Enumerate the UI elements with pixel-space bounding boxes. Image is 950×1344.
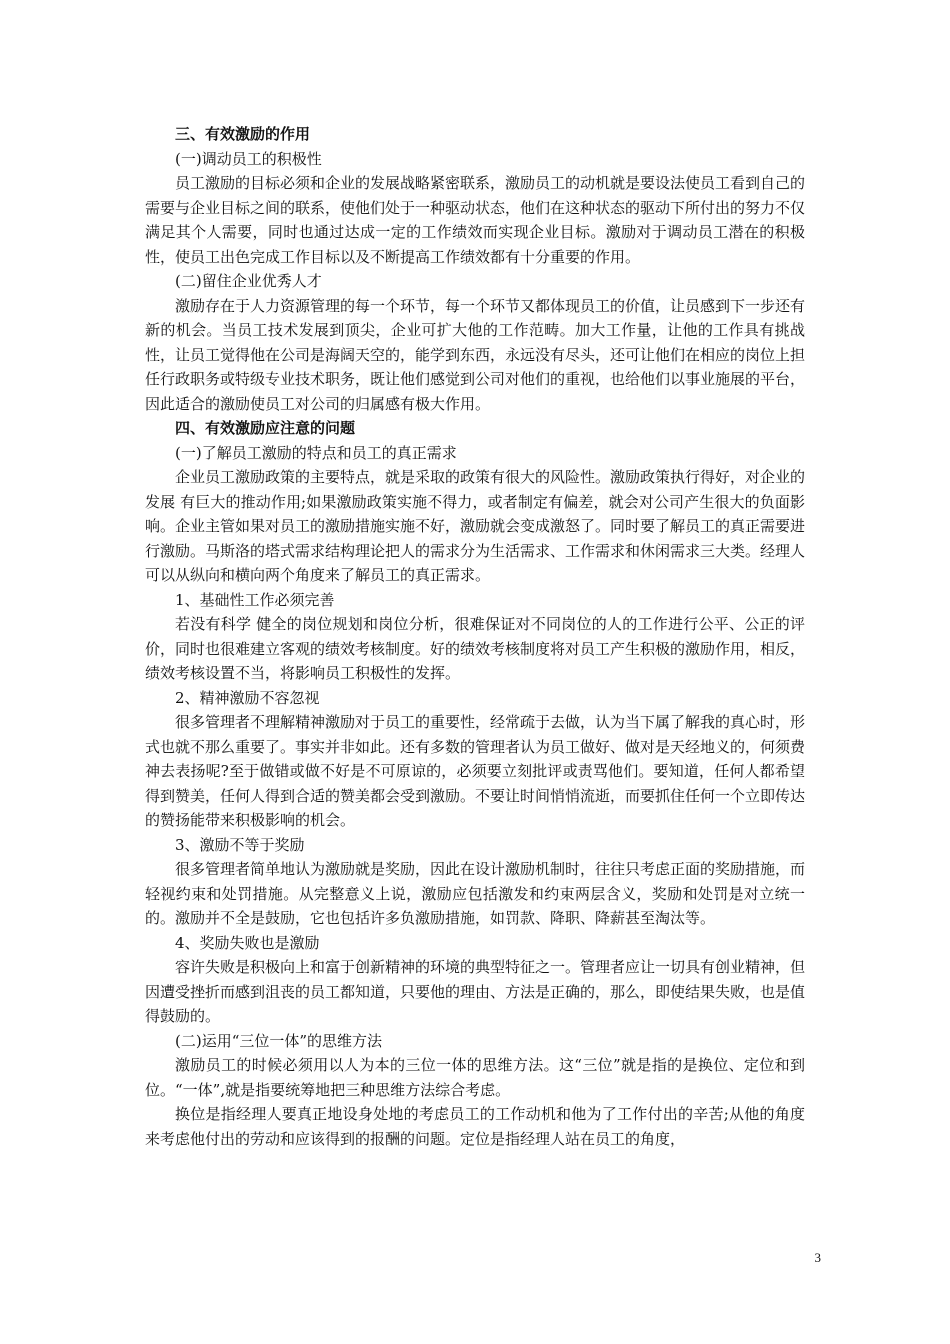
subsection-heading: (一)了解员工激励的特点和员工的真正需求 <box>175 443 457 462</box>
body-paragraph: 激励员工的时候必须用以人为本的三位一体的思维方法。这“三位”就是指的是换位、定位和到位。“一体”,就是指要统筹地把三种思维方法综合考虑。 <box>145 1056 805 1099</box>
body-paragraph: 换位是指经理人要真正地设身处地的考虑员工的工作动机和他为了工作付出的辛苦;从他的角度来考虑他付出的劳动和应该得到的报酬的问题。定位是指经理人站在员工的角度， <box>145 1105 805 1148</box>
body-paragraph: 很多管理者不理解精神激励对于员工的重要性，经常疏于去做，认为当下属了解我的真心时，形式也就不那么重要了。事实并非如此。还有多数的管理者认为员工做好、做对是天经地义的，何须费神去表扬呢?至于做错或做不好是不可原谅的，必须要立刻批评或责骂他们。要知道，任何人都希望得到赞美，任何人得到合适的赞美都会受到激励。不要让时间悄悄流逝，而要抓住任何一个立即传达的赞扬能带来积极影响的机会。 <box>145 713 806 829</box>
page-number: 3 <box>814 1250 821 1265</box>
subsection-heading: 3、激励不等于奖励 <box>175 835 305 854</box>
body-paragraph: 若没有科学 健全的岗位规划和岗位分析，很难保证对不同岗位的人的工作进行公平、公正的评价，同时也很难建立客观的绩效考核制度。好的绩效考核制度将对员工产生积极的激励作用，相反，绩效考核设置不当，将影响员工积极性的发挥。 <box>145 615 806 682</box>
body-paragraph: 企业员工激励政策的主要特点，就是采取的政策有很大的风险性。激励政策执行得好，对企业的发展 有巨大的推动作用;如果激励政策实施不得力，或者制定有偏差，就会对公司产生很大的负面影响。企业主管如果对员工的激励措施实施不好，激励就会变成激怒了。同时要了解员工的真正需要进行激励。马斯洛的塔式需求结构理论把人的需求分为生活需求、工作需求和休闲需求三大类。经理人可以从纵向和横向两个角度来了解员工的真正需求。 <box>145 468 806 584</box>
body-paragraph: 容许失败是积极向上和富于创新精神的环境的典型特征之一。管理者应让一切具有创业精神，但因遭受挫折而感到沮丧的员工都知道，只要他的理由、方法是正确的，那么，即使结果失败，也是值得鼓励的。 <box>145 958 806 1025</box>
section-heading: 四、有效激励应注意的问题 <box>175 419 356 437</box>
body-paragraph: 很多管理者简单地认为激励就是奖励，因此在设计激励机制时，往往只考虑正面的奖励措施，而轻视约束和处罚措施。从完整意义上说，激励应包括激发和约束两层含义，奖励和处罚是对立统一的。激励并不全是鼓励，它也包括许多负激励措施，如罚款、降职、降薪甚至淘汰等。 <box>145 860 806 927</box>
section-heading: 三、有效激励的作用 <box>175 125 311 143</box>
document-body <box>145 122 805 1151</box>
body-paragraph: 激励存在于人力资源管理的每一个环节，每一个环节又都体现员工的价值，让员感到下一步还有新的机会。当员工技术发展到顶尖，企业可扩大他的工作范畴。加大工作量，让他的工作具有挑战性，让员工觉得他在公司是海阔天空的，能学到东西，永远没有尽头，还可让他们在相应的岗位上担任行政职务或特级专业技术职务，既让他们感觉到公司对他们的重视，也给他们以事业施展的平台，因此适合的激励使员工对公司的归属感有极大作用。 <box>145 296 806 413</box>
subsection-heading: (二)留住企业优秀人才 <box>175 272 322 290</box>
subsection-heading: (一)调动员工的积极性 <box>175 149 322 168</box>
subsection-heading: 4、奖励失败也是激励 <box>175 933 320 952</box>
subsection-heading: 2、精神激励不容忽视 <box>175 688 320 707</box>
subsection-heading: 1、基础性工作必须完善 <box>175 590 335 609</box>
body-paragraph: 员工激励的目标必须和企业的发展战略紧密联系，激励员工的动机就是要设法使员工看到自己的需要与企业目标之间的联系，使他们处于一种驱动状态，他们在这种状态的驱动下所付出的努力不仅满足其个人需要，同时也通过达成一定的工作绩效而实现企业目标。激励对于调动员工潜在的积极性，使员工出色完成工作目标以及不断提高工作绩效都有十分重要的作用。 <box>145 174 806 266</box>
subsection-heading: (二)运用“三位一体”的思维方法 <box>175 1031 383 1050</box>
